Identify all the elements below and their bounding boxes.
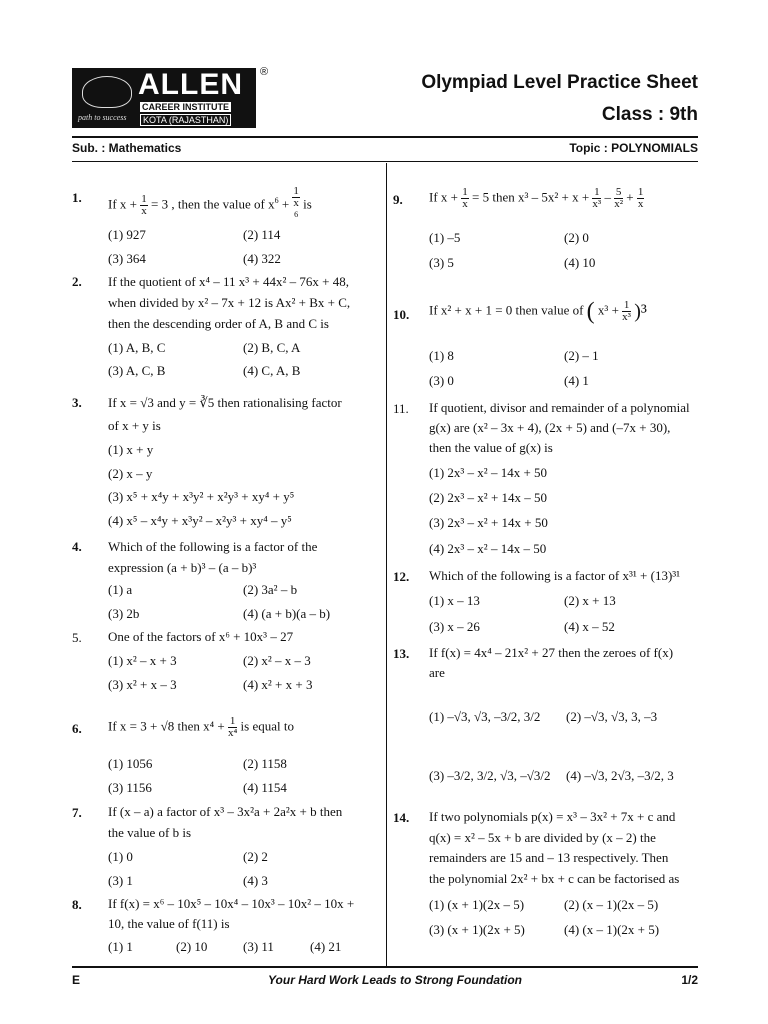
q10-text	[429, 300, 647, 323]
q1-frac-1-den: x	[141, 204, 147, 217]
q11-opt-1[interactable]: (1) 2x³ – x² – 14x + 50	[429, 465, 548, 480]
q1-frac-2-den	[292, 198, 300, 225]
q7-number: 7.	[72, 805, 82, 820]
q11-line1: If quotient, divisor and remainder of a polynomial	[429, 400, 690, 415]
q8-line1: If f(x) = x⁶ – 10x⁵ – 10x⁴ – 10x³ – 10x² – 10x +	[108, 896, 355, 911]
q9-frac-4	[637, 187, 645, 210]
q10-part-c: x³ +	[597, 302, 619, 318]
q3-opt-3[interactable]: (3) x⁵ + x⁴y + x³y² + x²y³ + xy⁴ + y⁵	[108, 489, 295, 504]
q10-opt-4[interactable]: (4) 1	[564, 373, 589, 388]
q14-number: 14.	[393, 810, 410, 825]
q11-number: 11.	[393, 401, 409, 416]
q12-opt-2[interactable]: (2) x + 13	[564, 593, 616, 608]
q1-text	[108, 186, 312, 225]
topic-label: Topic : POLYNOMIALS	[569, 141, 698, 155]
q9-frac-1-den: x	[462, 198, 468, 210]
q13-opt-1[interactable]: (1) –√3, √3, –3/2, 3/2	[429, 709, 541, 724]
subject-label: Sub. : Mathematics	[72, 141, 182, 155]
q1-pow: 6	[274, 195, 279, 205]
q12-opt-3[interactable]: (3) x – 26	[429, 619, 480, 634]
q1-frac-2-pow: 6	[294, 210, 299, 219]
q3-opt-4[interactable]: (4) x⁵ – x⁴y + x³y² – x²y³ + xy⁴ – y⁵	[108, 513, 292, 528]
q5-opt-2[interactable]: (2) x² – x – 3	[243, 653, 311, 668]
brand-tagline: path to success	[78, 113, 127, 122]
q9-text	[429, 187, 644, 210]
q10-frac-num: 1	[623, 299, 630, 311]
class-label: Class : 9th	[601, 104, 698, 125]
brand-sub1: CAREER INSTITUTE	[142, 102, 230, 112]
q9-part-b: = 5 then x³ – 5x² + x +	[472, 189, 590, 205]
q10-paren-open: (	[586, 298, 595, 325]
q14-line1: If two polynomials p(x) = x³ – 3x² + 7x + c and	[429, 809, 676, 824]
q14-line4: the polynomial 2x² + bx + c can be factorised as	[429, 871, 680, 886]
q8-opt-3[interactable]: (3) 11	[243, 939, 274, 954]
q4-line1: Which of the following is a factor of the	[108, 539, 318, 554]
q7-opt-3[interactable]: (3) 1	[108, 873, 133, 888]
q7-opt-4[interactable]: (4) 3	[243, 873, 268, 888]
q5-number: 5.	[72, 630, 82, 645]
q8-opt-2[interactable]: (2) 10	[176, 939, 208, 954]
q3-number: 3.	[72, 395, 82, 410]
q14-opt-4[interactable]: (4) (x – 1)(2x + 5)	[564, 922, 660, 937]
q2-opt-2[interactable]: (2) B, C, A	[243, 340, 301, 355]
q6-opt-3[interactable]: (3) 1156	[108, 780, 152, 795]
q3-opt-2[interactable]: (2) x – y	[108, 466, 153, 481]
q6-part-b: is equal to	[240, 718, 294, 734]
q14-line3: remainders are 15 and – 13 respectively. Then	[429, 850, 669, 865]
q6-text	[108, 716, 294, 739]
q10-opt-3[interactable]: (3) 0	[429, 373, 454, 388]
footer-divider	[72, 966, 698, 968]
q12-line1: Which of the following is a factor of x³¹ + (13)³¹	[429, 568, 681, 583]
q2-opt-1[interactable]: (1) A, B, C	[108, 340, 166, 355]
q13-opt-4[interactable]: (4) –√3, 2√3, –3/2, 3	[566, 768, 674, 783]
q2-opt-4[interactable]: (4) C, A, B	[243, 363, 301, 378]
q1-frac-2-num: 1	[293, 185, 299, 197]
q14-opt-3[interactable]: (3) (x + 1)(2x + 5)	[429, 922, 525, 937]
q10-number: 10.	[393, 307, 410, 322]
q2-opt-3[interactable]: (3) A, C, B	[108, 363, 166, 378]
q1-part-b: = 3 , then the value of x	[151, 196, 275, 212]
q6-frac	[228, 716, 237, 739]
q10-paren-close: )³	[634, 300, 647, 323]
q9-frac-2	[592, 187, 601, 210]
footer-left: E	[72, 973, 81, 987]
allen-logo	[72, 68, 256, 128]
q1-opt-1[interactable]: (1) 927	[108, 227, 146, 242]
q2-line2: when divided by x² – 7x + 12 is Ax² + Bx + C,	[108, 295, 351, 310]
q9-frac-2-num: 1	[594, 186, 600, 198]
q4-line2: expression (a + b)³ – (a – b)³	[108, 560, 257, 575]
q6-opt-4[interactable]: (4) 1154	[243, 780, 287, 795]
q6-frac-den: x⁴	[227, 727, 238, 739]
q9-frac-4-den: x	[637, 198, 644, 210]
q1-opt-4[interactable]: (4) 322	[243, 251, 281, 266]
registered-mark: ®	[260, 66, 269, 78]
q9-number: 9.	[393, 192, 403, 207]
header-divider	[72, 136, 698, 138]
q4-opt-4[interactable]: (4) (a + b)(a – b)	[243, 606, 331, 621]
q8-number: 8.	[72, 897, 82, 912]
q5-opt-4[interactable]: (4) x² + x + 3	[243, 677, 313, 692]
q13-line2: are	[429, 665, 445, 680]
q3-line1: If x = √3 and y = ∛5 then rationalising factor	[108, 395, 342, 410]
q11-opt-2[interactable]: (2) 2x³ – x² + 14x – 50	[429, 490, 548, 505]
q3-opt-1[interactable]: (1) x + y	[108, 442, 154, 457]
q11-line2: g(x) are (x² – 3x + 4), (2x + 5) and (–7x + 30),	[429, 420, 671, 435]
q10-frac	[622, 300, 631, 323]
q1-frac-2	[292, 186, 300, 225]
q4-opt-3[interactable]: (3) 2b	[108, 606, 140, 621]
q14-opt-2[interactable]: (2) (x – 1)(2x – 5)	[564, 897, 659, 912]
q6-frac-num: 1	[229, 715, 236, 727]
q6-part-a: If x = 3 + √8 then x⁴ +	[108, 718, 225, 734]
q8-opt-1[interactable]: (1) 1	[108, 939, 133, 954]
q9-part-a: If x +	[429, 189, 458, 205]
q4-opt-1[interactable]: (1) a	[108, 582, 133, 597]
q2-number: 2.	[72, 274, 82, 289]
q7-opt-2[interactable]: (2) 2	[243, 849, 268, 864]
q14-line2: q(x) = x² – 5x + b are divided by (x – 2) the	[429, 830, 656, 845]
q9-frac-3-den: x²	[614, 198, 624, 210]
q1-frac-1-num: 1	[141, 192, 147, 205]
q11-opt-4[interactable]: (4) 2x³ – x² – 14x – 50	[429, 541, 547, 556]
q10-opt-2[interactable]: (2) – 1	[564, 348, 599, 363]
q9-opt-3[interactable]: (3) 5	[429, 255, 454, 270]
q1-opt-3[interactable]: (3) 364	[108, 251, 146, 266]
q1-part-a: If x +	[108, 196, 137, 212]
q1-part-c: +	[281, 196, 290, 212]
q12-number: 12.	[393, 569, 410, 584]
brand-name: ALLEN	[138, 68, 243, 101]
q10-frac-den: x³	[622, 311, 631, 323]
q2-line3: then the descending order of A, B and C is	[108, 316, 329, 331]
q1-frac-1	[140, 194, 148, 217]
q9-part-c: –	[604, 189, 611, 205]
footer-page: 1/2	[681, 973, 698, 987]
emblem-icon	[82, 76, 132, 108]
q1-number: 1.	[72, 190, 82, 205]
q1-part-d: is	[303, 196, 312, 212]
q1-frac-2-x: x	[293, 197, 299, 209]
q8-opt-4[interactable]: (4) 21	[310, 939, 342, 954]
q6-opt-1[interactable]: (1) 1056	[108, 756, 153, 771]
q10-part-a: If x² + x + 1 = 0 then value of	[429, 302, 584, 318]
q10-opt-1[interactable]: (1) 8	[429, 348, 454, 363]
q11-line3: then the value of g(x) is	[429, 440, 553, 455]
q7-opt-1[interactable]: (1) 0	[108, 849, 133, 864]
q6-opt-2[interactable]: (2) 1158	[243, 756, 287, 771]
q8-line2: 10, the value of f(11) is	[108, 916, 230, 931]
q9-frac-3	[614, 187, 623, 210]
q5-opt-1[interactable]: (1) x² – x + 3	[108, 653, 177, 668]
q9-opt-1[interactable]: (1) –5	[429, 230, 461, 245]
footer-center: Your Hard Work Leads to Strong Foundation	[268, 973, 522, 987]
q5-opt-3[interactable]: (3) x² + x – 3	[108, 677, 177, 692]
q9-frac-3-num: 5	[615, 186, 622, 198]
q9-frac-2-den: x³	[592, 198, 602, 210]
q4-opt-2[interactable]: (2) 3a² – b	[243, 582, 298, 597]
q9-opt-4[interactable]: (4) 10	[564, 255, 596, 270]
q4-number: 4.	[72, 539, 82, 554]
q9-frac-4-num: 1	[637, 186, 644, 198]
header	[72, 66, 698, 136]
q5-line1: One of the factors of x⁶ + 10x³ – 27	[108, 629, 294, 644]
q12-opt-4[interactable]: (4) x – 52	[564, 619, 615, 634]
q7-line1: If (x – a) a factor of x³ – 3x²a + 2a²x + b then	[108, 804, 343, 819]
q13-number: 13.	[393, 646, 410, 661]
q9-part-d: +	[626, 189, 634, 205]
q7-line2: the value of b is	[108, 825, 192, 840]
q14-opt-1[interactable]: (1) (x + 1)(2x – 5)	[429, 897, 525, 912]
q2-line1: If the quotient of x⁴ – 11 x³ + 44x² – 76x + 48,	[108, 274, 349, 289]
q13-line1: If f(x) = 4x⁴ – 21x² + 27 then the zeroes of f(x)	[429, 645, 674, 660]
q13-opt-3[interactable]: (3) –3/2, 3/2, √3, –√3/2	[429, 768, 551, 783]
q13-opt-2[interactable]: (2) –√3, √3, 3, –3	[566, 709, 658, 724]
column-divider	[386, 163, 387, 966]
q1-opt-2[interactable]: (2) 114	[243, 227, 281, 242]
q11-opt-3[interactable]: (3) 2x³ – x² + 14x + 50	[429, 515, 548, 530]
q9-opt-2[interactable]: (2) 0	[564, 230, 589, 245]
q12-opt-1[interactable]: (1) x – 13	[429, 593, 480, 608]
brand-sub2: KOTA (RAJASTHAN)	[140, 114, 231, 126]
q6-number: 6.	[72, 721, 82, 736]
q9-frac-1	[461, 187, 469, 210]
page-title: Olympiad Level Practice Sheet	[421, 72, 698, 93]
q3-line2: of x + y is	[108, 418, 161, 433]
subheader-divider	[72, 161, 698, 162]
q9-frac-1-num: 1	[462, 186, 468, 198]
